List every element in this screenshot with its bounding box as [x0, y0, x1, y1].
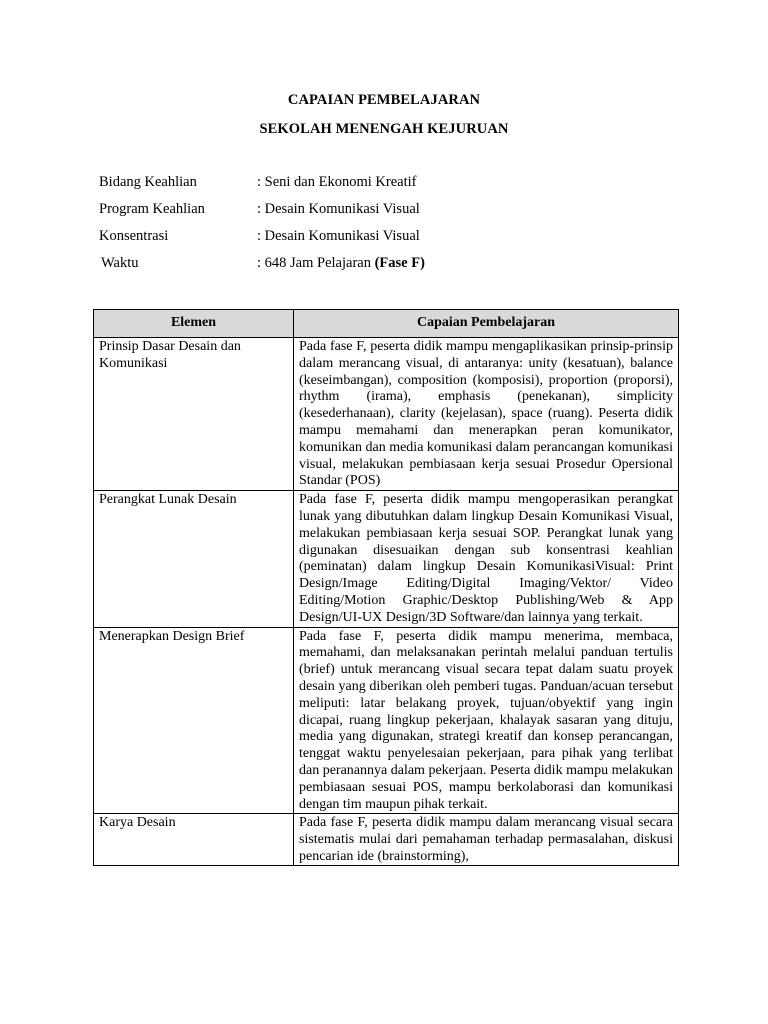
elemen-text: Karya Desain [99, 815, 176, 831]
info-value-text: : 648 Jam Pelajaran [257, 255, 375, 271]
table-row [94, 814, 679, 866]
info-value [257, 253, 425, 273]
elemen-cell [94, 814, 294, 866]
info-value [257, 172, 416, 192]
capaian-text: Pada fase F, peserta didik mampu dalam merancang visual secara sistematis mulai dari pemahaman terhadap permasalahan, diskusi pencarian ide (brainstorming), [299, 815, 673, 864]
capaian-cell: Pada fase F, peserta didik mampu menerima, membaca, memahami, dan melaksanakan perintah melalui panduan tertulis (brief) untuk merancang visual secara tepat dalam suatu proyek desain yang diberikan oleh pemberi tugas. Panduan/acuan tersebut meliputi: latar belakang proyek, tujuan/obyektif yang ingin dicapai, ruang lingkup pekerjaan, khalayak sasaran yang dituju, media yang digunakan, strategi kreatif dan konsep perancangan, tenggat waktu penyelesaian pekerjaan, para pihak yang terlibat dan peranannya dalam pekerjaan. Peserta didik mampu melakukan pembiasaan sesuai POS, mampu berkolaborasi dan komunikasi dengan tim maupun pihak terkait. [294, 627, 679, 814]
info-value [257, 226, 420, 246]
info-label: Waktu [101, 255, 139, 271]
table-row [94, 627, 679, 814]
elemen-cell: Perangkat Lunak Desain [94, 491, 294, 627]
info-value-text: : Seni dan Ekonomi Kreatif [257, 174, 417, 190]
header-elemen: Elemen [94, 310, 294, 338]
capaian-cell: Pada fase F, peserta didik mampu mengoperasikan perangkat lunak yang dibutuhkan dalam lingkup Desain Komunikasi Visual, melakukan pembiasaan kerja sesuai SOP. Perangkat lunak yang digunakan disesuaikan dengan sub konsentrasi keahlian (peminatan) dalam lingkup Desain KomunikasiVisual: Print Design/Image Editing/Digital Imaging/Vektor/ Video Editing/Motion Graphic/Desktop Publishing/Web & App Design/UI-UX Design/3D Software/dan lainnya yang terkait. [294, 491, 679, 627]
table-row [94, 338, 679, 491]
capaian-cell [294, 814, 679, 866]
document-title: CAPAIAN PEMBELAJARAN [287, 92, 481, 108]
info-value-text: : Desain Komunikasi Visual [257, 201, 420, 217]
info-value-text: : Desain Komunikasi Visual [257, 228, 420, 244]
elemen-cell: Menerapkan Design Brief [94, 627, 294, 814]
capaian-table [93, 309, 679, 866]
header-capaian: Capaian Pembelajaran [294, 310, 679, 338]
info-value-bold: (Fase F) [374, 255, 425, 271]
info-label: Bidang Keahlian [99, 174, 197, 190]
table-header-row [94, 310, 679, 338]
elemen-cell: Prinsip Dasar Desain dan Komunikasi [94, 338, 294, 491]
info-label: Program Keahlian [99, 201, 205, 217]
capaian-cell: Pada fase F, peserta didik mampu mengaplikasikan prinsip-prinsip dalam merancang visual, di antaranya: unity (kesatuan), balance (keseimbangan), composition (komposisi), proportion (proporsi), rhythm (irama), emphasis (penekanan), simplicity (kesederhanaan), clarity (kejelasan), space (ruang). Peserta didik mampu memahami dan menerapkan peran komunikator, komunikan dan media komunikasi dalam perancangan komunikasi visual, melakukan pembiasaan kerja sesuai Prosedur Opersional Standar (POS) [294, 338, 679, 491]
info-label: Konsentrasi [99, 228, 169, 244]
table-row [94, 491, 679, 627]
document-subtitle: SEKOLAH MENENGAH KEJURUAN [259, 121, 509, 137]
info-value [257, 199, 420, 219]
